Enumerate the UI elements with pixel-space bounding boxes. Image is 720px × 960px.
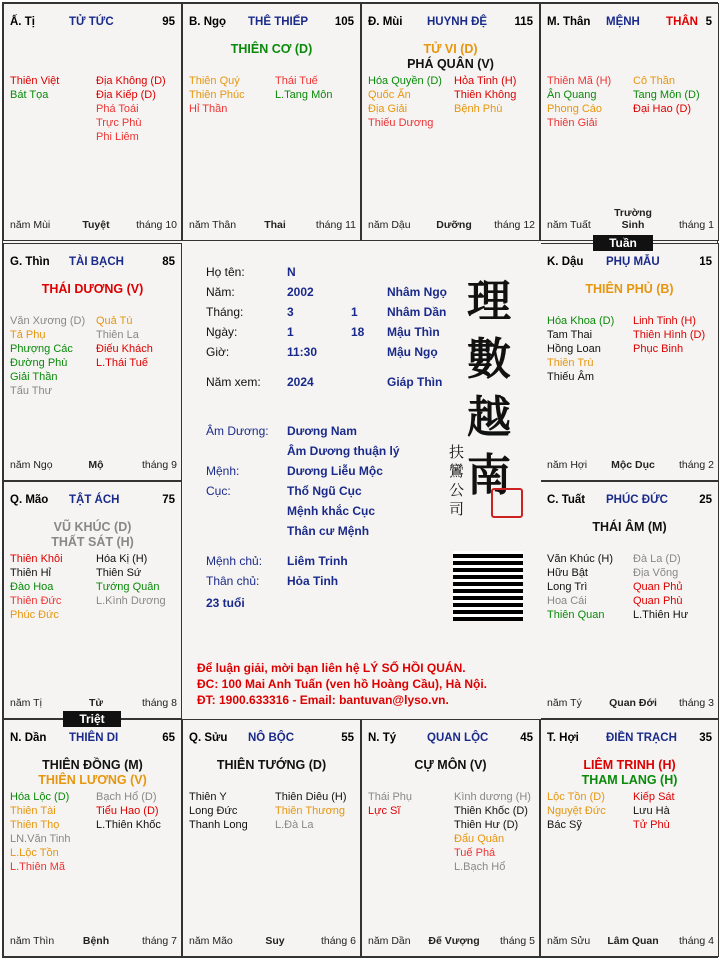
- star: Bệnh Phù: [454, 103, 503, 115]
- palace-role: MỆNH: [606, 16, 640, 28]
- palace-year: năm Mão: [189, 935, 233, 947]
- qr-code: [453, 551, 523, 621]
- thanchu-label: Thân chủ:: [206, 574, 260, 588]
- palace-stage: Thai: [264, 219, 286, 231]
- star: Thiên Y: [189, 791, 227, 803]
- row-value: 2024: [287, 375, 314, 389]
- main-star: THIÊN ĐỒNG (M): [42, 758, 143, 772]
- cuc-label: Cục:: [206, 484, 231, 498]
- star: Tam Thai: [547, 329, 593, 341]
- star: Thiên Quý: [189, 75, 240, 87]
- main-star: THÁI ÂM (M): [592, 520, 667, 534]
- main-star: VŨ KHÚC (D): [53, 520, 132, 534]
- palace-year: năm Thân: [189, 219, 237, 231]
- star: Thiên Việt: [10, 75, 60, 87]
- star: Thiếu Dương: [368, 117, 434, 129]
- star: Hóa Khoa (D): [547, 315, 615, 327]
- star: Đà La (D): [633, 553, 681, 565]
- palace-branch: M. Thân: [547, 16, 591, 28]
- palace-month: tháng 12: [494, 219, 535, 231]
- menhchu-label: Mệnh chủ:: [206, 554, 263, 568]
- row-value-2: 18: [351, 325, 365, 339]
- star: Thiên Thương: [275, 805, 346, 817]
- main-star: PHÁ QUÂN (V): [407, 57, 494, 71]
- palace-stage: Trường Sinh: [614, 207, 652, 231]
- palace-month: tháng 4: [678, 935, 714, 947]
- palace-number: 5: [705, 16, 712, 28]
- star: L.Bạch Hổ: [454, 861, 506, 873]
- row-label: Họ tên:: [206, 265, 245, 279]
- star: Thiên Hình (D): [633, 329, 706, 341]
- palace-number: 95: [162, 16, 175, 28]
- star: Địa Kiếp (D): [96, 89, 156, 101]
- star: Quan Phủ: [633, 581, 683, 593]
- palace-role: TẬT ÁCH: [69, 494, 120, 506]
- palace-number: 35: [699, 732, 712, 744]
- row-value-3: Mậu Thìn: [387, 325, 440, 339]
- row-label: Ngày:: [206, 325, 238, 339]
- palace-year: năm Tuất: [547, 219, 591, 231]
- star: Văn Xương (D): [10, 315, 86, 327]
- palace-month: tháng 9: [141, 459, 177, 471]
- badge-triet: Triệt: [63, 711, 121, 727]
- palace-branch: Q. Mão: [10, 494, 49, 506]
- main-star: THÁI DƯƠNG (V): [41, 282, 144, 296]
- palace-month: tháng 10: [136, 219, 177, 231]
- star: Hóa Kị (H): [96, 553, 148, 565]
- amduong-label: Âm Dương:: [206, 424, 269, 438]
- red-seal: [491, 488, 523, 518]
- palace-branch: Q. Sửu: [189, 732, 228, 744]
- palace-branch: N. Tý: [368, 732, 397, 744]
- palace-year: năm Dậu: [368, 219, 411, 231]
- row-label: Tháng:: [206, 305, 244, 319]
- amduong-value: Dương Nam: [287, 424, 357, 438]
- star: L.Thiên Khốc: [96, 819, 161, 831]
- palace-role: QUAN LỘC: [427, 732, 489, 744]
- star: Hữu Bật: [547, 567, 588, 579]
- star: Thiên Giải: [547, 117, 598, 129]
- star: Thiên Không: [454, 89, 517, 101]
- star: Bạch Hổ (D): [96, 791, 157, 803]
- star: Cô Thần: [633, 75, 675, 87]
- star: Thiên Đức: [10, 595, 62, 607]
- main-star: TỬ VI (D): [423, 42, 478, 56]
- amduong-value-2: Âm Dương thuận lý: [287, 444, 400, 458]
- seal-side-text: 扶鸞公司: [449, 443, 465, 518]
- palace-tag: THÂN: [666, 16, 698, 28]
- star: Thiên Hỉ: [10, 567, 51, 579]
- palace-branch: B. Ngọ: [189, 16, 227, 28]
- palace-role: TỬ TỨC: [69, 16, 114, 28]
- horoscope-board: [2, 2, 718, 958]
- star: Lộc Tồn (D): [547, 791, 605, 803]
- contact-line-2: ĐC: 100 Mai Anh Tuấn (ven hồ Hoàng Cầu), Hà Nội.: [197, 677, 488, 691]
- palace-number: 105: [334, 16, 354, 28]
- palace-year: năm Dần: [368, 935, 411, 947]
- palace-month: tháng 2: [678, 459, 714, 471]
- star: L.Đà La: [275, 819, 314, 831]
- row-value-3: Nhâm Dần: [387, 305, 447, 319]
- main-star: THIÊN CƠ (D): [230, 42, 313, 56]
- palace-branch: K. Dậu: [547, 256, 584, 268]
- main-star: CỰ MÔN (V): [414, 758, 487, 772]
- row-value: 2002: [287, 285, 314, 299]
- palace-stage: Mộ: [88, 459, 104, 471]
- star: Trực Phù: [96, 117, 142, 129]
- star: Thiên Tài: [10, 805, 56, 817]
- star: LN.Văn Tinh: [10, 833, 71, 845]
- palace-role: PHÚC ĐỨC: [606, 494, 668, 506]
- row-value-3: Nhâm Ngọ: [387, 285, 447, 299]
- palace-number: 85: [162, 256, 175, 268]
- palace-month: tháng 11: [315, 219, 356, 231]
- palace-branch: G. Thìn: [10, 256, 50, 268]
- row-value-2: 1: [351, 305, 358, 319]
- logo: 理數越南: [467, 276, 511, 501]
- palace-month: tháng 3: [678, 697, 714, 709]
- star: Ân Quang: [547, 89, 597, 101]
- palace-number: 55: [341, 732, 354, 744]
- star: Tả Phụ: [10, 329, 46, 341]
- star: Tang Môn (D): [633, 89, 700, 101]
- star: Thiên Sứ: [96, 567, 142, 579]
- star: Thanh Long: [189, 819, 248, 831]
- star: Thiên Diêu (H): [275, 791, 347, 803]
- star: Đường Phù: [10, 357, 68, 369]
- row-value: 11:30: [287, 345, 318, 359]
- star: L.Thiên Mã: [10, 861, 66, 873]
- thanchu-value: Hỏa Tinh: [287, 574, 339, 588]
- main-star: THIÊN TƯỚNG (D): [216, 758, 327, 772]
- palace-month: tháng 5: [499, 935, 535, 947]
- star: Thái Phụ: [368, 791, 413, 803]
- star: Tử Phù: [633, 819, 670, 831]
- star: Quả Tú: [96, 315, 133, 327]
- star: Hỏa Tinh (H): [454, 75, 517, 87]
- star: Thiên La: [96, 329, 139, 341]
- star: Hoa Cái: [547, 595, 587, 607]
- palace-year: năm Sửu: [547, 935, 591, 947]
- palace-branch: Ấ. Tị: [10, 16, 35, 28]
- palace-role: PHỤ MẪU: [606, 256, 660, 268]
- palace-branch: Đ. Mùi: [368, 16, 403, 28]
- palace-month: tháng 1: [678, 219, 714, 231]
- palace-stage: Bệnh: [82, 935, 110, 947]
- palace-month: tháng 7: [141, 935, 177, 947]
- main-star: THẤT SÁT (H): [51, 535, 134, 549]
- star: Long Trì: [547, 581, 588, 593]
- star: Tấu Thư: [10, 385, 53, 397]
- palace-stage: Quan Đới: [609, 697, 657, 709]
- star: L.Lộc Tồn: [10, 847, 59, 859]
- star: Thiên Trù: [547, 357, 594, 369]
- star: L.Thiên Hư: [633, 609, 689, 621]
- palace-role: ĐIỀN TRẠCH: [606, 732, 677, 744]
- palace-branch: T. Hợi: [547, 732, 579, 744]
- star: Quốc Ấn: [368, 89, 411, 101]
- cuc-value-2: Mệnh khắc Cục: [287, 504, 376, 518]
- contact-line-3: ĐT: 1900.633316 - Email: bantuvan@lyso.vn.: [197, 693, 449, 707]
- palace-role: NÔ BỘC: [248, 732, 294, 744]
- palace-stage: Dưỡng: [436, 219, 472, 231]
- palace-stage: Đế Vượng: [428, 935, 480, 947]
- star: Hỉ Thần: [189, 103, 228, 115]
- main-star: THIÊN LƯƠNG (V): [38, 773, 147, 787]
- star: Phúc Đức: [10, 609, 59, 621]
- star: Bát Tọa: [10, 89, 49, 101]
- star: Giải Thần: [10, 371, 58, 383]
- contact-line-1: Để luận giải, mời bạn liên hệ LÝ SỐ HỒI QUÁN.: [197, 661, 466, 675]
- star: Văn Khúc (H): [547, 553, 614, 565]
- palace-role: TÀI BẠCH: [69, 256, 124, 268]
- palace-month: tháng 8: [141, 697, 177, 709]
- main-star: LIÊM TRINH (H): [583, 758, 676, 772]
- palace-role: THIÊN DI: [69, 732, 119, 744]
- star: Thiên Quan: [547, 609, 605, 621]
- palace-number: 25: [699, 494, 712, 506]
- star: Thiên Khốc (D): [454, 805, 528, 817]
- palace-year: năm Thìn: [10, 935, 55, 947]
- palace-number: 75: [162, 494, 175, 506]
- star: Phi Liêm: [96, 131, 139, 143]
- palace-stage: Tử: [88, 697, 104, 709]
- cuc-value: Thổ Ngũ Cục: [287, 484, 362, 498]
- palace-branch: C. Tuất: [547, 494, 586, 506]
- star: Phá Toái: [96, 103, 139, 115]
- palace-year: năm Tý: [547, 697, 582, 709]
- palace-year: năm Ngọ: [10, 459, 53, 471]
- row-value: 1: [287, 325, 294, 339]
- palace-stage: Mộc Dục: [611, 459, 655, 471]
- menh-label: Mệnh:: [206, 464, 240, 478]
- star: Thiên Hư (D): [454, 819, 519, 831]
- palace-stage: Suy: [265, 935, 285, 947]
- palace-stage: Lâm Quan: [607, 935, 659, 947]
- star: Đại Hao (D): [633, 103, 692, 115]
- star: Kình dương (H): [454, 791, 531, 803]
- star: Phục Binh: [633, 343, 684, 355]
- palace-number: 15: [699, 256, 712, 268]
- star: Hóa Quyền (D): [368, 75, 442, 87]
- star: Linh Tinh (H): [633, 315, 696, 327]
- row-value: 3: [287, 305, 294, 319]
- star: Bác Sỹ: [547, 819, 582, 831]
- palace-role: HUYNH ĐỆ: [427, 16, 488, 28]
- star: Tướng Quân: [96, 581, 160, 593]
- palace-role: THÊ THIẾP: [248, 16, 309, 28]
- star: Quan Phù: [633, 595, 683, 607]
- palace-number: 65: [162, 732, 175, 744]
- palace-number: 115: [514, 16, 533, 28]
- badge-tuan: Tuần: [593, 235, 653, 251]
- star: L.Thái Tuế: [96, 357, 148, 369]
- star: Địa Không (D): [96, 75, 166, 87]
- star: Đẩu Quân: [454, 833, 505, 845]
- star: Thiếu Âm: [547, 371, 595, 383]
- palace-year: năm Hợi: [547, 459, 588, 471]
- palace-branch: N. Dần: [10, 732, 47, 744]
- star: Thiên Phúc: [189, 89, 245, 101]
- star: Hóa Lộc (D): [10, 791, 70, 803]
- star: Phượng Các: [10, 343, 73, 355]
- star: Phong Cáo: [547, 103, 603, 115]
- star: Lưu Hà: [633, 805, 670, 817]
- star: Điếu Khách: [96, 343, 153, 355]
- cuc-value-3: Thân cư Mệnh: [287, 524, 370, 538]
- star: Nguyệt Đức: [547, 805, 606, 817]
- star: Đào Hoa: [10, 581, 54, 593]
- star: Thiên Khôi: [10, 553, 63, 565]
- star: Tuế Phá: [454, 847, 496, 859]
- star: Lực Sĩ: [368, 805, 401, 817]
- star: Tiểu Hao (D): [96, 805, 159, 817]
- star: Địa Giải: [368, 103, 408, 115]
- center-info: [183, 243, 541, 719]
- row-label: Năm xem:: [206, 375, 261, 389]
- main-star: THAM LANG (H): [581, 773, 678, 787]
- row-label: Giờ:: [206, 345, 230, 359]
- star: Thiên Mã (H): [547, 75, 612, 87]
- star: L.Kình Dương: [96, 595, 166, 607]
- palace-year: năm Tị: [10, 697, 42, 709]
- star: Thái Tuế: [275, 75, 318, 87]
- row-label: Năm:: [206, 285, 235, 299]
- row-value-3: Mậu Ngọ: [387, 345, 438, 359]
- star: Long Đức: [189, 805, 238, 817]
- age: 23 tuổi: [206, 596, 245, 610]
- star: Địa Võng: [633, 567, 679, 579]
- star: Hồng Loan: [547, 343, 601, 355]
- palace-stage: Tuyệt: [82, 219, 110, 231]
- main-star: THIÊN PHỦ (B): [585, 282, 674, 296]
- star: L.Tang Môn: [275, 89, 333, 101]
- palace-number: 45: [520, 732, 533, 744]
- row-value-3: Giáp Thìn: [387, 375, 443, 389]
- menh-value: Dương Liễu Mộc: [287, 464, 383, 478]
- menhchu-value: Liêm Trinh: [287, 554, 348, 568]
- star: Kiếp Sát: [633, 791, 675, 803]
- palace-month: tháng 6: [320, 935, 356, 947]
- palace-year: năm Mùi: [10, 219, 51, 231]
- star: Thiên Thọ: [10, 819, 60, 831]
- row-value: N: [287, 265, 296, 279]
